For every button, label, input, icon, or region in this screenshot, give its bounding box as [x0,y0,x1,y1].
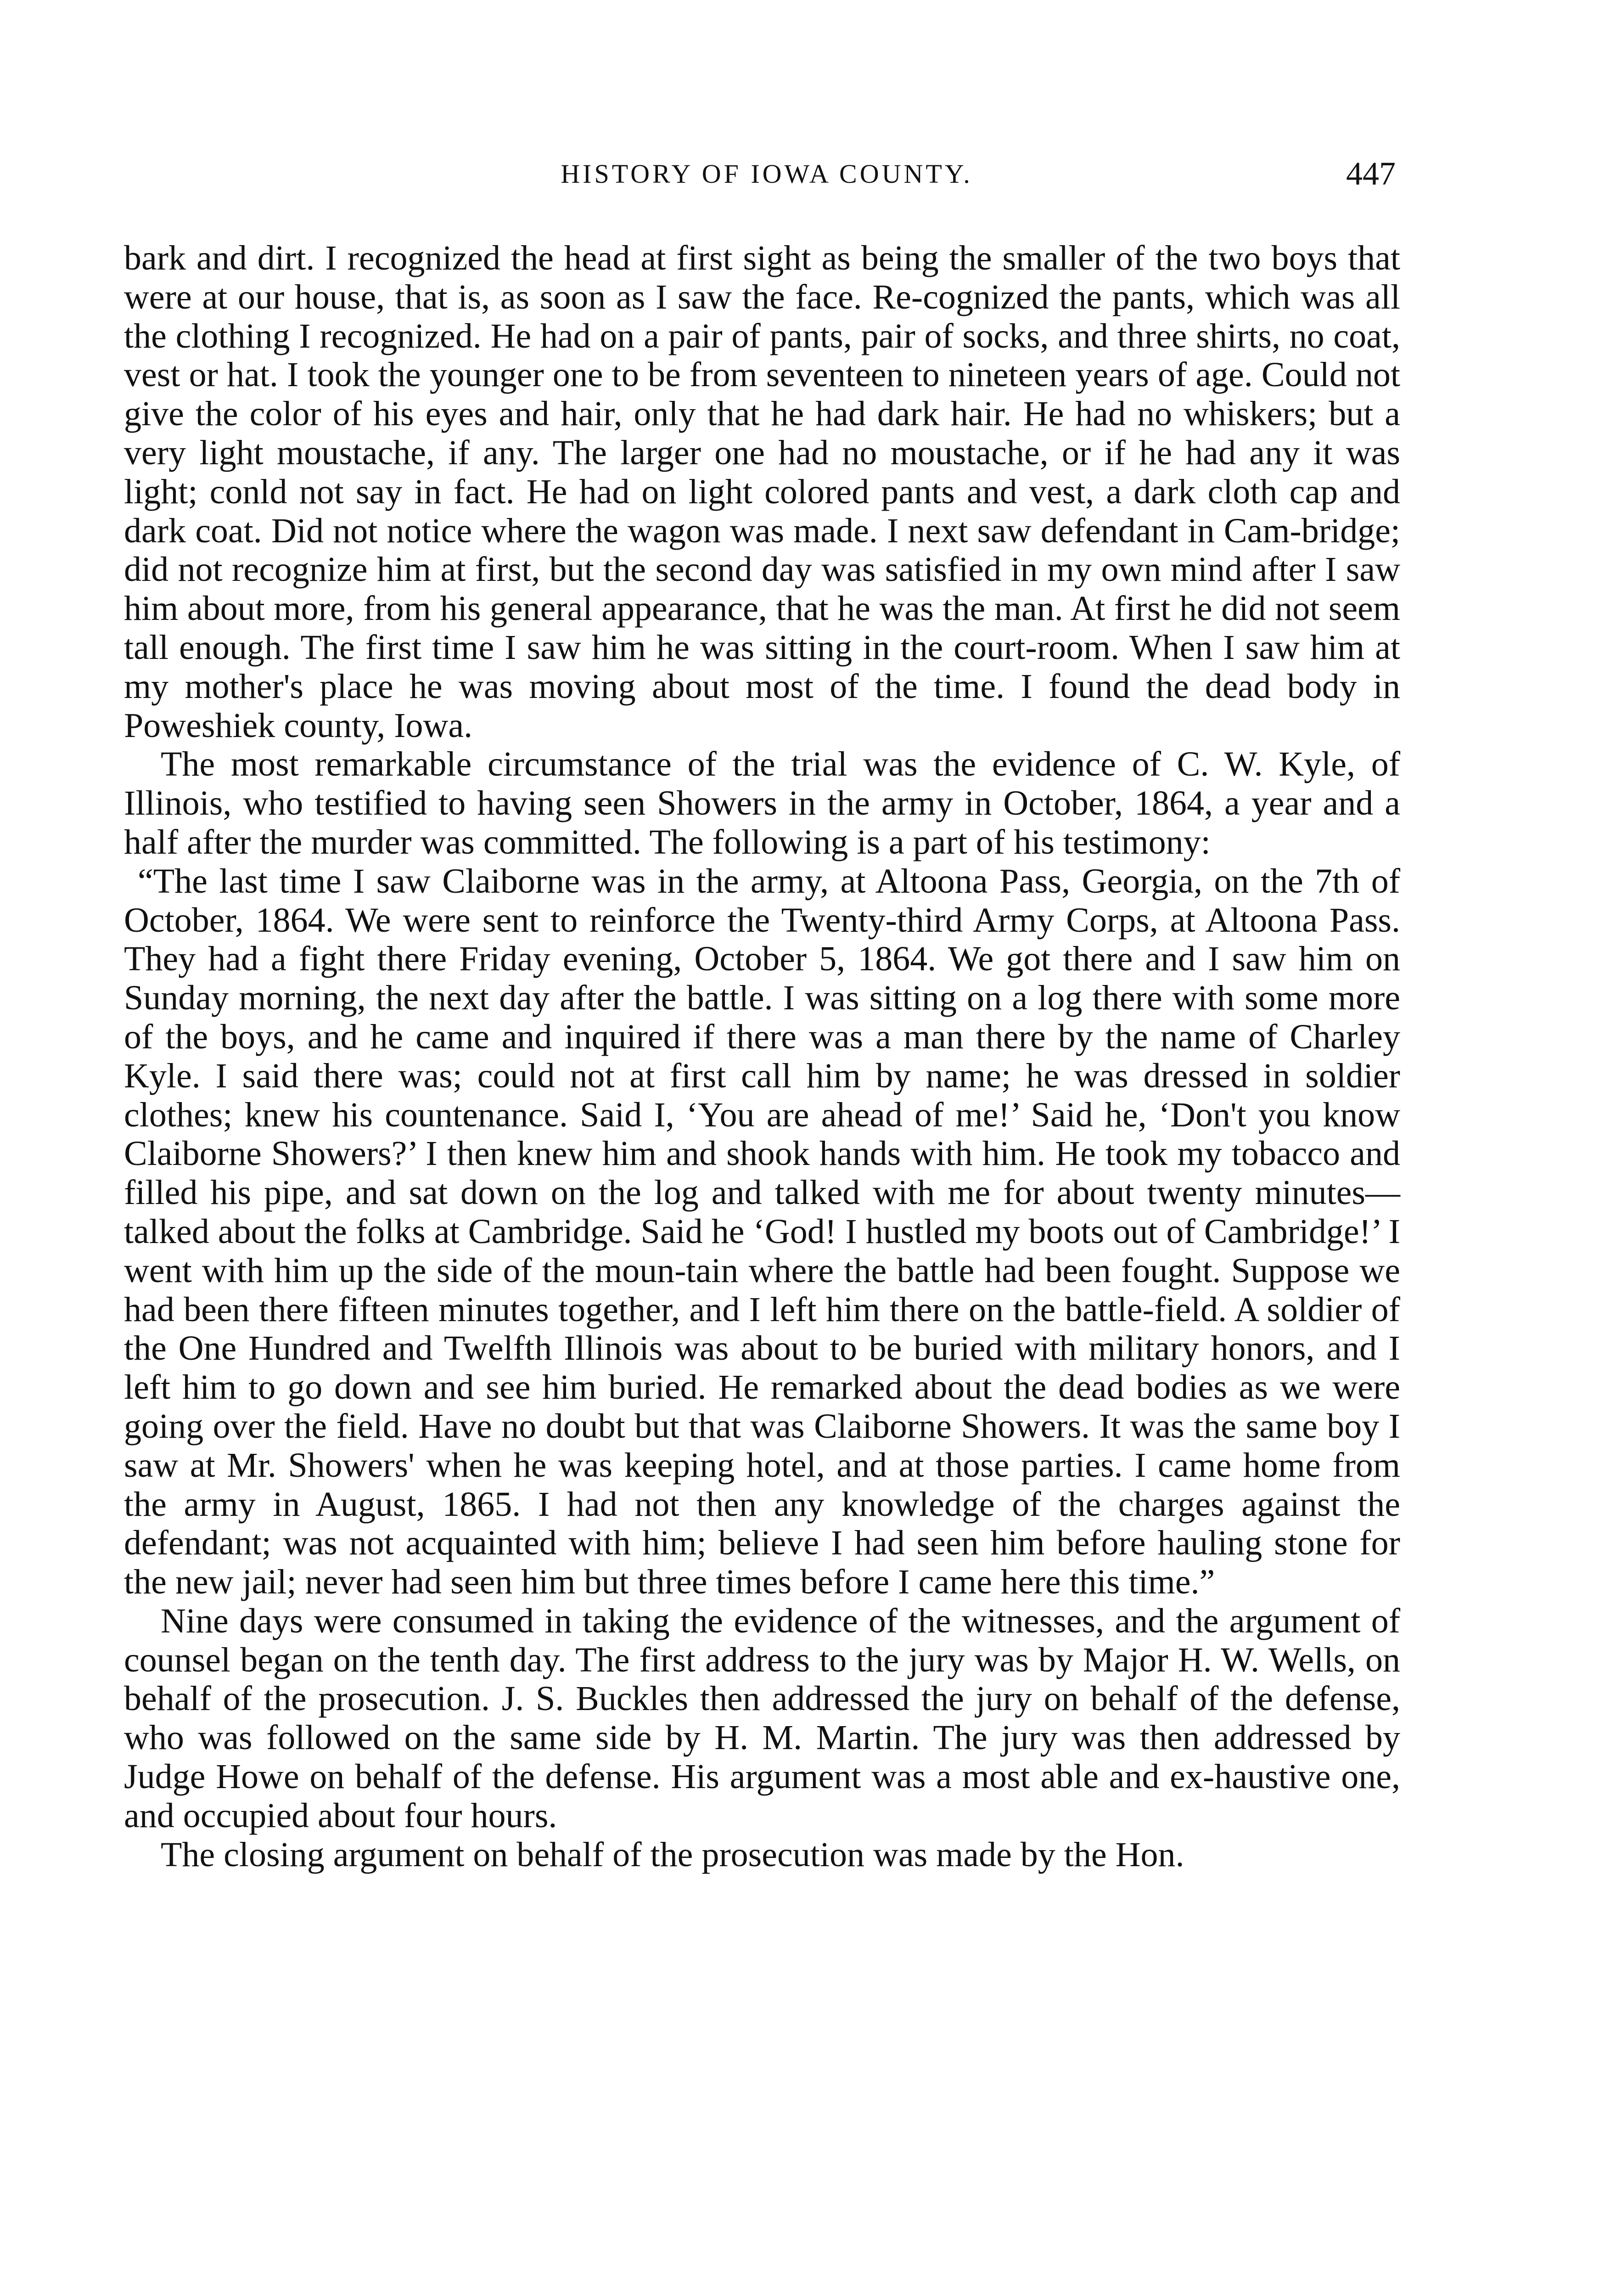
book-page [124,0,1409,2296]
paragraph-kyle-testimony-quote: “The last time I saw Claiborne was in the army, at Altoona Pass, Georgia, on the 7th of October, 1864. We were sent to reinforce the Twenty-third Army Corps, at Altoona Pass. They had a fight there Friday evening, October 5, 1864. We got there and I saw him on Sunday morning, the next day after the battle. I was sitting on a log there with some more of the boys, and he came and inquired if there was a man there by the name of Charley Kyle. I said there was; could not at first call him by name; he was dressed in soldier clothes; knew his countenance. Said I, ‘You are ahead of me!’ Said he, ‘Don't you know Claiborne Showers?’ I then knew him and shook hands with him. He took my tobacco and filled his pipe, and sat down on the log and talked with me for about twenty minutes—talked about the folks at Cambridge. Said he ‘God! I hustled my boots out of Cambridge!’ I went with him up the side of the moun-tain where the battle had been fought. Suppose we had been there fifteen minutes together, and I left him there on the battle-field. A soldier of the One Hundred and Twelfth Illinois was about to be buried with military honors, and I left him to go down and see him buried. He remarked about the dead bodies as we were going over the field. Have no doubt but that was Claiborne Showers. It was the same boy I saw at Mr. Showers' when he was keeping hotel, and at those parties. I came home from the army in August, 1865. I had not then any knowledge of the charges against the defendant; was not acquainted with him; believe I had seen him before hauling stone for the new jail; never had seen him but three times before I came here this time.” [124,861,1400,1602]
paragraph-kyle-evidence: The most remarkable circumstance of the trial was the evidence of C. W. Kyle, of Illinois, who testified to having seen Showers in the army in October, 1864, a year and a half after the murder was committed. The following is a part of his testimony: [124,745,1400,861]
paragraph-continued-testimony: bark and dirt. I recognized the head at first sight as being the smaller of the two boys that were at our house, that is, as soon as I saw the face. Re-cognized the pants, which was all the clothing I recognized. He had on a pair of pants, pair of socks, and three shirts, no coat, vest or hat. I took the younger one to be from seventeen to nineteen years of age. Could not give the color of his eyes and hair, only that he had dark hair. He had no whiskers; but a very light moustache, if any. The larger one had no moustache, or if he had any it was light; conld not say in fact. He had on light colored pants and vest, a dark cloth cap and dark coat. Did not notice where the wagon was made. I next saw defendant in Cam-bridge; did not recognize him at first, but the second day was satisfied in my own mind after I saw him about more, from his general appearance, that he was the man. At first he did not seem tall enough. The first time I saw him he was sitting in the court-room. When I saw him at my mother's place he was moving about most of the time. I found the dead body in Poweshiek county, Iowa. [124,239,1400,745]
page-number: 447 [1346,155,1396,192]
paragraph-closing-argument: The closing argument on behalf of the prosecution was made by the Hon. [161,1835,1184,1874]
paragraph-arguments: Nine days were consumed in taking the evidence of the witnesses, and the argument of counsel began on the tenth day. The first address to the jury was by Major H. W. Wells, on behalf of the prosecution. J. S. Buckles then addressed the jury on behalf of the defense, who was followed on the same side by H. M. Martin. The jury was then addressed by Judge Howe on behalf of the defense. His argument was a most able and ex-haustive one, and occupied about four hours. [124,1601,1400,1835]
running-head [124,155,1409,204]
body-text [124,239,1400,1874]
running-title: HISTORY OF IOWA COUNTY. [561,159,973,189]
